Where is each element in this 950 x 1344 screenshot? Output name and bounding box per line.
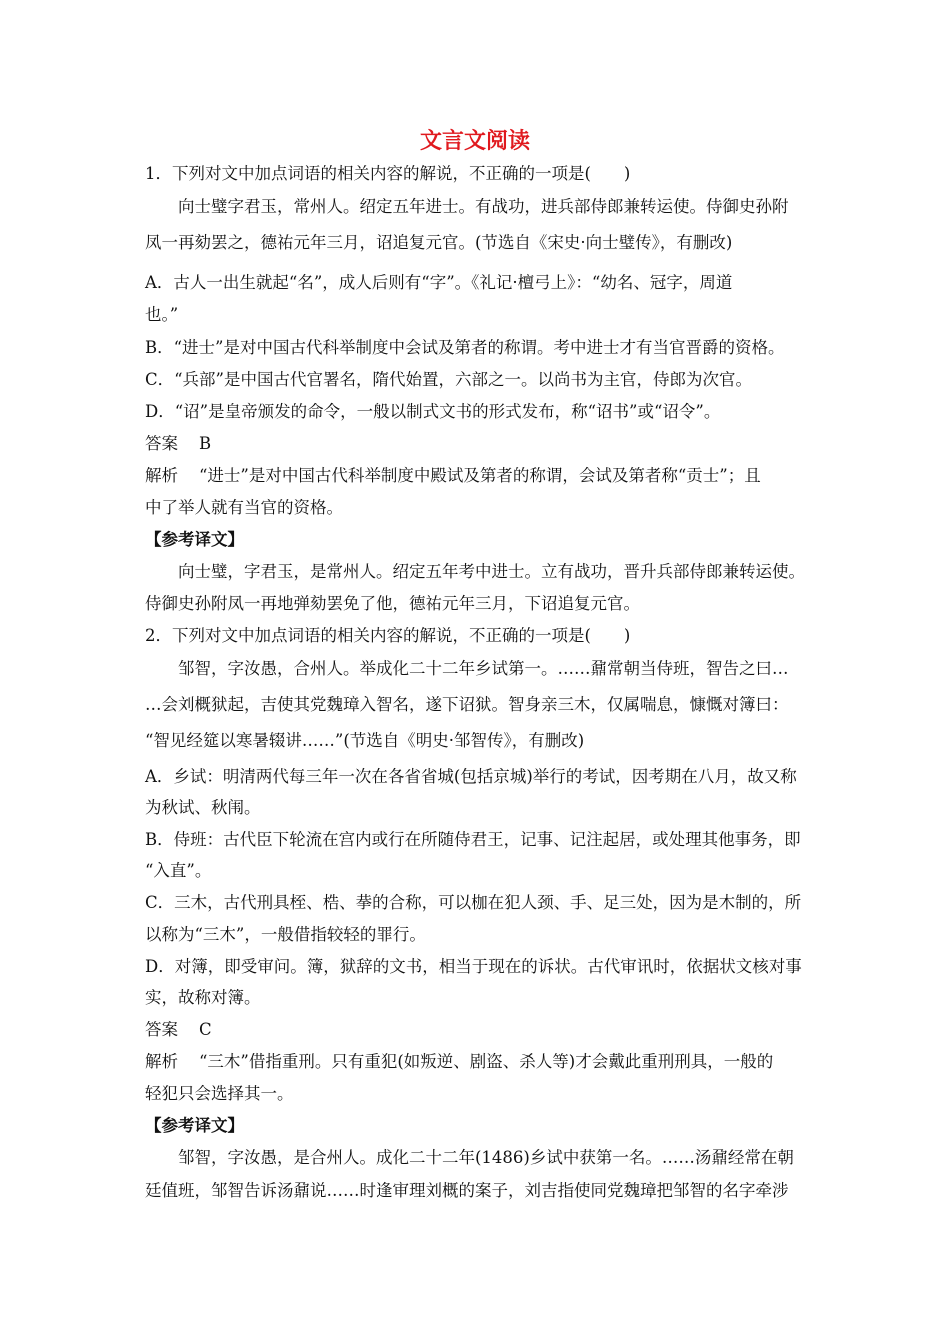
q1-reference-heading: 【参考译文】 bbox=[145, 530, 244, 549]
q2-translation-line-1: 邹智，字汝愚，是合州人。成化二十二年(1486)乡试中获第一名。……汤鼐经常在朝 bbox=[178, 1148, 794, 1167]
answer-label: 答案 bbox=[145, 434, 178, 453]
q2-analysis-line-2: 轻犯只会选择其一。 bbox=[145, 1084, 294, 1103]
q1-passage-line-2: 凤一再劾罢之，德祐元年三月，诏追复元官。(节选自《宋史·向士璧传》，有删改) bbox=[145, 233, 733, 252]
q2-answer bbox=[145, 1019, 212, 1041]
q2-passage-line-2: …会刘概狱起，吉使其党魏璋入智名，遂下诏狱。智身亲三木，仅属喘息，慷慨对簿曰： bbox=[145, 695, 789, 714]
q2-option-d-line-1: D．对簿，即受审问。簿，狱辞的文书，相当于现在的诉状。古代审讯时，依据状文核对事 bbox=[145, 957, 802, 976]
q1-passage-line-1: 向士璧字君玉，常州人。绍定五年进士。有战功，进兵部侍郎兼转运使。侍御史孙附 bbox=[178, 197, 789, 216]
q1-answer bbox=[145, 433, 211, 455]
q2-option-c-line-1: C．三木，古代刑具桎、梏、拲的合称，可以枷在犯人颈、手、足三处，因为是木制的，所 bbox=[145, 893, 802, 912]
analysis-label: 解析 bbox=[145, 1052, 178, 1071]
analysis-text: “进士”是对中国古代科举制度中殿试及第者的称谓，会试及第者称“贡士”；且 bbox=[199, 466, 761, 485]
q2-option-b-line-1: B．侍班：古代臣下轮流在宫内或行在所随侍君王，记事、记注起居，或处理其他事务，即 bbox=[145, 830, 801, 849]
q1-option-a-line-1: A．古人一出生就起“名”，成人后则有“字”。《礼记·檀弓上》：“幼名、冠字，周道 bbox=[145, 273, 733, 292]
q2-passage-line-1: 邹智，字汝愚，合州人。举成化二十二年乡试第一。……鼐常朝当侍班，智告之曰… bbox=[178, 659, 789, 678]
q2-option-b-line-2: “入直”。 bbox=[145, 861, 212, 880]
q1-translation-line-2: 侍御史孙附凤一再地弹劾罢免了他，德祐元年三月，下诏追复元官。 bbox=[145, 594, 640, 613]
answer-value: B bbox=[199, 434, 212, 453]
q2-option-d-line-2: 实，故称对簿。 bbox=[145, 988, 261, 1007]
answer-value: C bbox=[199, 1020, 212, 1039]
q2-option-a-line-1: A．乡试：明清两代每三年一次在各省省城(包括京城)举行的考试，因考期在八月，故又称 bbox=[145, 767, 797, 786]
q1-option-c: C．“兵部”是中国古代官署名，隋代始置，六部之一。以尚书为主官，侍郎为次官。 bbox=[145, 370, 752, 389]
q2-option-c-line-2: 以称为“三木”，一般借指较轻的罪行。 bbox=[145, 925, 426, 944]
q1-option-d: D．“诏”是皇帝颁发的命令，一般以制式文书的形式发布，称“诏书”或“诏令”。 bbox=[145, 402, 721, 421]
analysis-label: 解析 bbox=[145, 466, 178, 485]
analysis-text: “三木”借指重刑。只有重犯(如叛逆、剧盗、杀人等)才会戴此重刑刑具，一般的 bbox=[199, 1052, 774, 1071]
question-1-stem: 1．下列对文中加点词语的相关内容的解说，不正确的一项是( ) bbox=[145, 164, 631, 183]
q1-option-a-line-2: 也。” bbox=[145, 305, 179, 324]
q1-translation-line-1: 向士璧，字君玉，是常州人。绍定五年考中进士。立有战功，晋升兵部侍郎兼转运使。 bbox=[178, 562, 805, 581]
answer-label: 答案 bbox=[145, 1020, 178, 1039]
q1-analysis-line-1 bbox=[145, 465, 761, 487]
q2-reference-heading: 【参考译文】 bbox=[145, 1116, 244, 1135]
q1-option-b: B．“进士”是对中国古代科举制度中会试及第者的称谓。考中进士才有当官晋爵的资格。 bbox=[145, 338, 785, 357]
page-title: 文言文阅读 bbox=[419, 129, 530, 154]
q2-analysis-line-1 bbox=[145, 1051, 773, 1073]
q1-analysis-line-2: 中了举人就有当官的资格。 bbox=[145, 498, 343, 517]
q2-translation-line-2: 廷值班，邹智告诉汤鼐说……时逢审理刘概的案子，刘吉指使同党魏璋把邹智的名字牵涉 bbox=[145, 1181, 789, 1200]
q2-option-a-line-2: 为秋试、秋闱。 bbox=[145, 798, 261, 817]
q2-passage-line-3: “智见经筵以寒暑辍讲……”(节选自《明史·邹智传》，有删改) bbox=[145, 731, 585, 750]
question-2-stem: 2．下列对文中加点词语的相关内容的解说，不正确的一项是( ) bbox=[145, 626, 631, 645]
